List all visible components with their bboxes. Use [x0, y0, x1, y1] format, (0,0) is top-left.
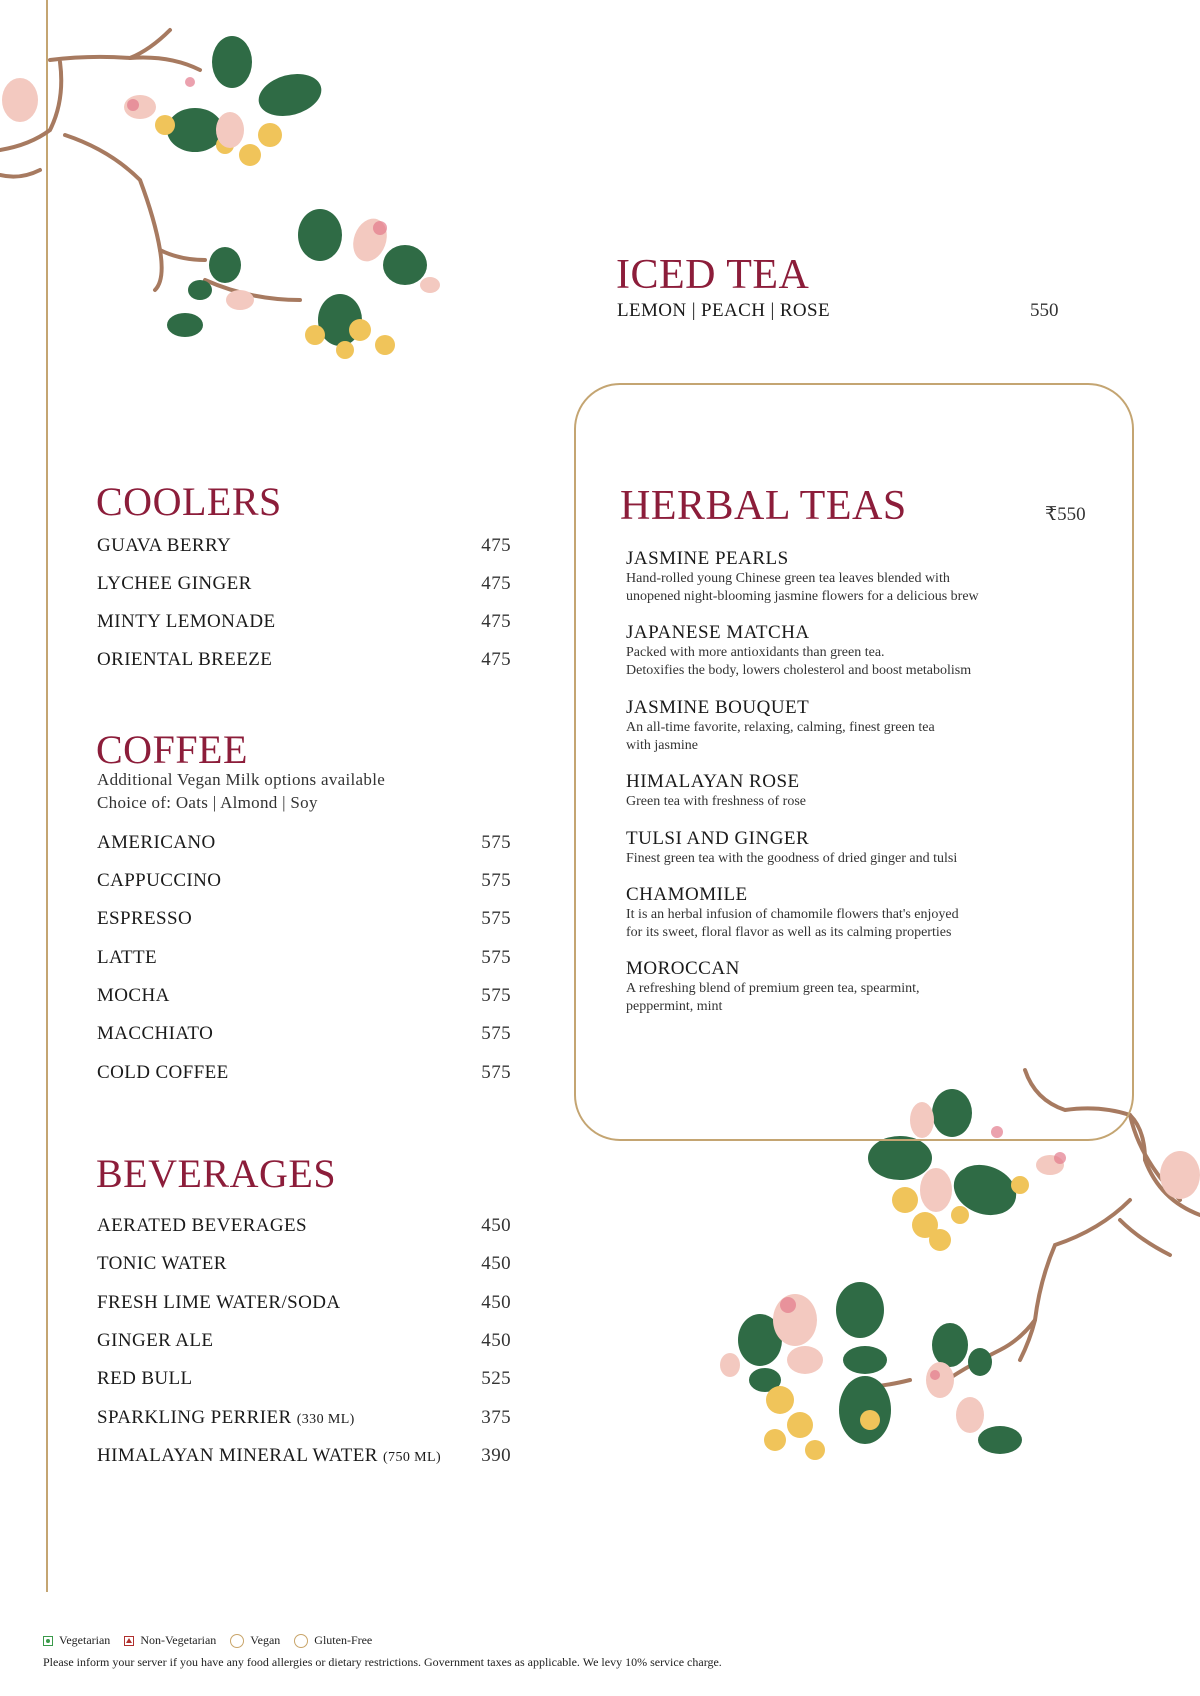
herbal-teas-heading: HERBAL TEAS: [620, 483, 907, 529]
tea-description: peppermint, mint: [626, 999, 723, 1014]
herbal-tea-item: [626, 697, 1046, 755]
menu-item: [97, 985, 511, 1007]
coffee-note: Choice of: Oats | Almond | Soy: [97, 793, 318, 812]
menu-item: [97, 1023, 511, 1045]
item-price: 575: [481, 870, 511, 891]
herbal-tea-item: [626, 548, 1046, 606]
item-name: [97, 1215, 307, 1237]
menu-item: [97, 573, 511, 595]
menu-item: [97, 832, 511, 854]
item-price: 575: [481, 1062, 511, 1083]
tea-name: TULSI AND GINGER: [626, 828, 810, 849]
menu-item: [97, 1407, 511, 1429]
item-price: 475: [481, 535, 511, 556]
item-name-text: GINGER ALE: [97, 1330, 214, 1351]
tea-description: A refreshing blend of premium green tea, spearmint,: [626, 981, 920, 996]
herbal-tea-item: [626, 771, 1046, 811]
item-price: 525: [481, 1368, 511, 1389]
tea-description: Green tea with freshness of rose: [626, 794, 806, 809]
legend-label: Gluten-Free: [314, 1633, 373, 1647]
herbal-tea-item: [626, 958, 1046, 1016]
item-price: 450: [481, 1253, 511, 1274]
item-name: GUAVA BERRY: [97, 535, 232, 556]
legend-label: Vegan: [250, 1633, 281, 1647]
legend-label: Vegetarian: [59, 1633, 111, 1647]
tea-description: Detoxifies the body, lowers cholesterol and boost metabolism: [626, 663, 972, 678]
item-price: 475: [481, 611, 511, 632]
menu-item: [97, 1215, 511, 1237]
tea-description: Hand-rolled young Chinese green tea leaves blended with: [626, 571, 950, 586]
herbal-teas-price: ₹550: [1045, 504, 1086, 525]
menu-item: [97, 947, 511, 969]
menu-item: [97, 1445, 511, 1467]
item-name: MACCHIATO: [97, 1023, 214, 1044]
herbal-tea-item: [626, 884, 1046, 942]
vegan-icon: [230, 1634, 244, 1648]
item-name: AMERICANO: [97, 832, 216, 853]
item-price: 475: [481, 573, 511, 594]
item-price: 450: [481, 1292, 511, 1313]
tea-description: It is an herbal infusion of chamomile flowers that's enjoyed: [626, 907, 959, 922]
item-name: [97, 1330, 213, 1352]
item-price: 450: [481, 1330, 511, 1351]
item-name: MINTY LEMONADE: [97, 611, 276, 632]
menu-item: [97, 535, 511, 557]
item-name-text: FRESH LIME WATER/SODA: [97, 1292, 341, 1313]
vegetarian-icon: [43, 1636, 53, 1646]
tea-name: HIMALAYAN ROSE: [626, 771, 800, 792]
tea-name: JASMINE PEARLS: [626, 548, 789, 569]
herbal-tea-item: [626, 622, 1046, 680]
menu-item: [97, 649, 511, 671]
menu-item: [97, 611, 511, 633]
item-name: [97, 1368, 193, 1390]
tea-name: JASMINE BOUQUET: [626, 697, 810, 718]
menu-item: [97, 1253, 511, 1275]
item-name-text: RED BULL: [97, 1368, 193, 1389]
tea-description: Packed with more antioxidants than green tea.: [626, 645, 885, 660]
menu-item: [97, 908, 511, 930]
coolers-heading: COOLERS: [96, 479, 282, 524]
item-price: 575: [481, 1023, 511, 1044]
menu-item: [97, 1062, 511, 1084]
iced-tea-heading: ICED TEA: [616, 252, 810, 298]
item-price: 575: [481, 985, 511, 1006]
non-vegetarian-icon: [124, 1636, 134, 1646]
item-name: LATTE: [97, 947, 158, 968]
item-name: [97, 1407, 355, 1429]
item-price: 375: [481, 1407, 511, 1428]
dietary-legend: [43, 1633, 372, 1648]
floral-branch-illustration-top: [0, 0, 450, 380]
tea-name: JAPANESE MATCHA: [626, 622, 810, 643]
legend-label: Non-Vegetarian: [140, 1633, 217, 1647]
item-name: [97, 1253, 227, 1275]
tea-name: CHAMOMILE: [626, 884, 748, 905]
item-name: LYCHEE GINGER: [97, 573, 252, 594]
iced-tea-price: 550: [1030, 300, 1059, 321]
item-price: 575: [481, 908, 511, 929]
item-name-text: TONIC WATER: [97, 1253, 227, 1274]
herbal-tea-item: [626, 828, 1046, 868]
item-name: MOCHA: [97, 985, 170, 1006]
coffee-note: Additional Vegan Milk options available: [97, 770, 386, 789]
menu-item: [97, 1330, 511, 1352]
item-price: 575: [481, 832, 511, 853]
disclaimer: Please inform your server if you have any food allergies or dietary restrictions. Government taxes as applicable. We levy 10% service charge.: [43, 1655, 722, 1669]
item-price: 475: [481, 649, 511, 670]
item-price: 450: [481, 1215, 511, 1236]
iced-tea-flavors: LEMON | PEACH | ROSE: [617, 300, 831, 321]
item-name: [97, 1445, 441, 1467]
item-name: CAPPUCCINO: [97, 870, 222, 891]
beverages-heading: BEVERAGES: [96, 1151, 337, 1196]
menu-item: [97, 870, 511, 892]
menu-item: [97, 1292, 511, 1314]
coffee-heading: COFFEE: [96, 727, 248, 772]
item-name-text: AERATED BEVERAGES: [97, 1215, 307, 1236]
item-size: (330 ML): [296, 1412, 355, 1427]
item-price: 390: [481, 1445, 511, 1466]
tea-description: with jasmine: [626, 738, 698, 753]
menu-item: [97, 1368, 511, 1390]
tea-description: unopened night-blooming jasmine flowers for a delicious brew: [626, 589, 979, 604]
item-price: 575: [481, 947, 511, 968]
item-size: (750 ML): [383, 1450, 442, 1465]
item-name-text: HIMALAYAN MINERAL WATER: [97, 1445, 378, 1466]
item-name-text: SPARKLING PERRIER: [97, 1407, 292, 1428]
item-name: COLD COFFEE: [97, 1062, 229, 1083]
tea-description: Finest green tea with the goodness of dried ginger and tulsi: [626, 851, 958, 866]
gluten-free-icon: [294, 1634, 308, 1648]
item-name: ESPRESSO: [97, 908, 193, 929]
tea-description: An all-time favorite, relaxing, calming, finest green tea: [626, 720, 935, 735]
tea-description: for its sweet, floral flavor as well as its calming properties: [626, 925, 952, 940]
tea-name: MOROCCAN: [626, 958, 740, 979]
item-name: ORIENTAL BREEZE: [97, 649, 273, 670]
item-name: [97, 1292, 340, 1314]
